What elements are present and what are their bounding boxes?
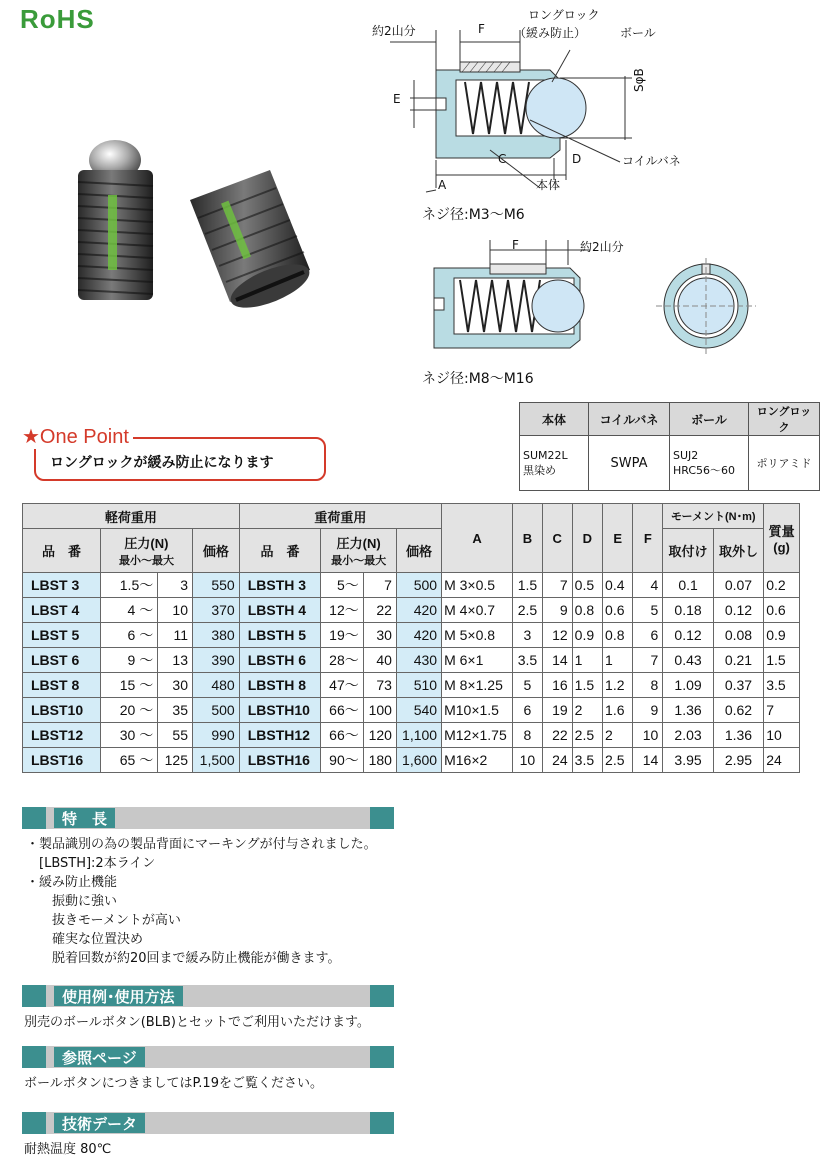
table-cell: 2.95: [713, 748, 763, 773]
header-mass: [764, 504, 800, 573]
label-body: 本体: [536, 178, 561, 192]
mat-header-body: 本体: [520, 403, 589, 436]
table-cell: 12～: [321, 598, 363, 623]
table-cell: 1.36: [663, 698, 713, 723]
table-cell: 11: [158, 623, 193, 648]
table-cell: 1.5: [572, 673, 602, 698]
table-cell: 0.5: [572, 573, 602, 598]
table-cell: 6: [633, 623, 663, 648]
mat-ball: SUJ2 HRC56～60: [670, 436, 749, 491]
table-cell: 14: [542, 648, 572, 673]
table-cell: 370: [193, 598, 240, 623]
table-cell: 430: [396, 648, 441, 673]
table-cell: 0.2: [764, 573, 800, 598]
table-cell: LBSTH 6: [239, 648, 321, 673]
table-cell: 3.5: [572, 748, 602, 773]
mat-header-coil: コイルバネ: [589, 403, 670, 436]
dim-d: D: [572, 152, 582, 166]
table-cell: 0.4: [603, 573, 633, 598]
spec-rows: [23, 573, 800, 773]
table-cell: LBSTH 5: [239, 623, 321, 648]
table-cell: LBSTH 8: [239, 673, 321, 698]
table-cell: M12×1.75: [442, 723, 513, 748]
table-cell: 2: [603, 723, 633, 748]
table-cell: 1.2: [603, 673, 633, 698]
table-cell: 0.62: [713, 698, 763, 723]
mat-header-longlock: ロングロック: [749, 403, 820, 436]
table-cell: LBST12: [23, 723, 101, 748]
pressure-sub-light: 最小～最大: [118, 555, 174, 567]
table-cell: LBSTH 3: [239, 573, 321, 598]
table-cell: M16×2: [442, 748, 513, 773]
table-cell: 22: [363, 598, 396, 623]
spec-table: [22, 503, 800, 773]
table-cell: 500: [193, 698, 240, 723]
pressure-label-light: 圧力(N): [124, 536, 169, 551]
table-cell: 5: [633, 598, 663, 623]
ball-plunger-with-ball: [78, 140, 153, 300]
table-cell: 0.1: [663, 573, 713, 598]
table-cell: 10: [158, 598, 193, 623]
table-cell: LBSTH16: [239, 748, 321, 773]
tech-text: 耐熱温度 80℃: [24, 1142, 112, 1157]
dim-f-bottom: F: [512, 238, 519, 252]
table-cell: 390: [193, 648, 240, 673]
table-row: [23, 748, 800, 773]
table-cell: 1.36: [713, 723, 763, 748]
table-cell: 5: [513, 673, 543, 698]
table-row: [23, 648, 800, 673]
table-cell: 3.95: [663, 748, 713, 773]
one-point-text: ロングロックが緩み防止になります: [50, 455, 274, 471]
section-tech-data: [22, 1112, 394, 1134]
table-cell: M 5×0.8: [442, 623, 513, 648]
table-cell: LBST 4: [23, 598, 101, 623]
table-cell: M 8×1.25: [442, 673, 513, 698]
table-row: [23, 573, 800, 598]
table-row: [23, 698, 800, 723]
table-cell: 1: [572, 648, 602, 673]
table-cell: 2.5: [603, 748, 633, 773]
table-cell: 47～: [321, 673, 363, 698]
table-cell: 73: [363, 673, 396, 698]
header-pressure-heavy: [321, 529, 397, 573]
dim-a: A: [438, 178, 447, 192]
table-cell: 7: [764, 698, 800, 723]
table-cell: LBST10: [23, 698, 101, 723]
header-part-light: 品 番: [23, 529, 101, 573]
table-cell: LBST 8: [23, 673, 101, 698]
feature-line: 確実な位置決め: [26, 932, 144, 947]
table-cell: 0.9: [572, 623, 602, 648]
table-cell: 0.6: [603, 598, 633, 623]
label-longlock: ロングロック: [528, 8, 600, 22]
thread-range-m3-m6: ネジ径:M3～M6: [422, 207, 525, 223]
table-cell: 9: [633, 698, 663, 723]
table-cell: 35: [158, 698, 193, 723]
one-point-title: ★One Point: [22, 424, 133, 449]
dim-approx-2-threads: 約2山分: [372, 24, 416, 38]
dim-e: E: [393, 92, 401, 106]
header-f: F: [633, 504, 663, 573]
section-usage: [22, 985, 394, 1007]
dim-approx-2-threads-bottom: 約2山分: [580, 240, 624, 254]
table-cell: 0.43: [663, 648, 713, 673]
table-cell: 380: [193, 623, 240, 648]
table-cell: LBST 5: [23, 623, 101, 648]
rohs-logo: RoHS: [20, 4, 95, 34]
table-cell: 1: [603, 648, 633, 673]
pressure-label-heavy: 圧力(N): [336, 536, 381, 551]
reference-title: 参照ページ: [54, 1047, 145, 1067]
usage-title: 使用例･使用方法: [54, 986, 183, 1006]
table-cell: 24: [764, 748, 800, 773]
table-cell: 1.09: [663, 673, 713, 698]
table-cell: 3.5: [513, 648, 543, 673]
table-cell: 0.21: [713, 648, 763, 673]
end-view-circle: [656, 258, 756, 354]
mat-body: SUM22L 黒染め: [520, 436, 589, 491]
table-cell: 0.9: [764, 623, 800, 648]
table-cell: 16: [542, 673, 572, 698]
label-ball: ボール: [620, 26, 656, 40]
table-cell: 40: [363, 648, 396, 673]
section-reference: [22, 1046, 394, 1068]
mat-coil: SWPA: [589, 436, 670, 491]
table-cell: 510: [396, 673, 441, 698]
table-cell: 19～: [321, 623, 363, 648]
table-cell: LBST 3: [23, 573, 101, 598]
dim-f: F: [478, 22, 485, 36]
table-cell: 8: [513, 723, 543, 748]
table-cell: 3.5: [764, 673, 800, 698]
table-cell: 12: [542, 623, 572, 648]
table-cell: 19: [542, 698, 572, 723]
header-light-load: 軽荷重用: [23, 504, 240, 529]
feature-line: [LBSTH]:2本ライン: [26, 856, 156, 871]
table-cell: 7: [542, 573, 572, 598]
dim-sphi-b: SφB: [632, 68, 646, 92]
table-cell: 180: [363, 748, 396, 773]
mass-unit: (g): [773, 540, 790, 555]
table-cell: 2.5: [572, 723, 602, 748]
table-cell: 1,500: [193, 748, 240, 773]
feature-line: ・緩み防止機能: [26, 875, 118, 890]
table-cell: 13: [158, 648, 193, 673]
table-cell: LBSTH 4: [239, 598, 321, 623]
header-moment: モーメント(N･m): [663, 504, 764, 529]
table-cell: 10: [513, 748, 543, 773]
dim-c: C: [498, 152, 507, 166]
table-cell: 10: [633, 723, 663, 748]
usage-text: 別売のボールボタン(BLB)とセットでご利用いただけます。: [24, 1015, 370, 1030]
table-cell: 420: [396, 623, 441, 648]
table-cell: 4: [633, 573, 663, 598]
table-cell: 65 ～: [100, 748, 157, 773]
table-cell: 20 ～: [100, 698, 157, 723]
table-row: [23, 623, 800, 648]
table-cell: LBSTH12: [239, 723, 321, 748]
table-cell: 6 ～: [100, 623, 157, 648]
table-cell: 125: [158, 748, 193, 773]
table-cell: 14: [633, 748, 663, 773]
table-cell: 9: [542, 598, 572, 623]
feature-line: 振動に強い: [26, 894, 118, 909]
table-cell: 0.12: [663, 623, 713, 648]
thread-range-m8-m16: ネジ径:M8～M16: [422, 371, 534, 387]
table-cell: 15 ～: [100, 673, 157, 698]
header-part-heavy: 品 番: [239, 529, 321, 573]
table-cell: M 4×0.7: [442, 598, 513, 623]
materials-table: [519, 402, 820, 491]
header-heavy-load: 重荷重用: [239, 504, 441, 529]
product-photo: [60, 130, 320, 310]
table-cell: 4 ～: [100, 598, 157, 623]
table-cell: 7: [363, 573, 396, 598]
table-cell: 1,600: [396, 748, 441, 773]
table-cell: 30: [363, 623, 396, 648]
table-cell: 24: [542, 748, 572, 773]
table-cell: 10: [764, 723, 800, 748]
mat-longlock: ポリアミド: [749, 436, 820, 491]
table-cell: 2: [572, 698, 602, 723]
table-cell: 66～: [321, 698, 363, 723]
table-cell: 0.18: [663, 598, 713, 623]
header-price-light: 価格: [193, 529, 240, 573]
features-title: 特 長: [54, 808, 115, 828]
feature-line: 脱着回数が約20回まで緩み防止機能が働きます。: [26, 951, 341, 966]
label-coil-spring: コイルバネ: [622, 154, 681, 168]
table-cell: 550: [193, 573, 240, 598]
table-cell: LBST16: [23, 748, 101, 773]
table-cell: LBST 6: [23, 648, 101, 673]
table-cell: 7: [633, 648, 663, 673]
table-cell: 100: [363, 698, 396, 723]
table-cell: 1.6: [603, 698, 633, 723]
table-cell: 3: [158, 573, 193, 598]
table-cell: 500: [396, 573, 441, 598]
table-cell: 30 ～: [100, 723, 157, 748]
table-cell: 0.6: [764, 598, 800, 623]
feature-line: ・製品識別の為の製品背面にマーキングが付与されました。: [26, 837, 377, 852]
table-cell: 0.8: [603, 623, 633, 648]
table-cell: 8: [633, 673, 663, 698]
table-cell: 0.12: [713, 598, 763, 623]
table-cell: LBSTH10: [239, 698, 321, 723]
table-cell: 2.5: [513, 598, 543, 623]
table-cell: 1.5: [764, 648, 800, 673]
label-longlock-sub: （緩み防止）: [514, 26, 587, 40]
ball-plunger-slotted-end: [190, 170, 315, 310]
table-cell: 540: [396, 698, 441, 723]
header-remove: 取外し: [713, 529, 763, 573]
table-cell: 0.07: [713, 573, 763, 598]
feature-line: 抜きモーメントが高い: [26, 913, 181, 928]
table-cell: 120: [363, 723, 396, 748]
table-cell: 28～: [321, 648, 363, 673]
table-cell: 30: [158, 673, 193, 698]
cross-section-m8-m16: [420, 240, 770, 360]
pressure-sub-heavy: 最小～最大: [331, 555, 387, 567]
table-cell: 0.37: [713, 673, 763, 698]
header-d: D: [572, 504, 602, 573]
table-cell: 990: [193, 723, 240, 748]
table-cell: 1.5: [513, 573, 543, 598]
table-cell: 9 ～: [100, 648, 157, 673]
table-row: [23, 723, 800, 748]
table-cell: 420: [396, 598, 441, 623]
table-cell: 1,100: [396, 723, 441, 748]
table-row: [23, 673, 800, 698]
table-cell: 55: [158, 723, 193, 748]
features-list: [26, 835, 377, 968]
table-row: [23, 598, 800, 623]
table-cell: 0.8: [572, 598, 602, 623]
tech-title: 技術データ: [54, 1113, 145, 1133]
table-cell: 3: [513, 623, 543, 648]
header-price-heavy: 価格: [396, 529, 441, 573]
reference-text: ボールボタンにつきましてはP.19をご覧ください。: [24, 1076, 323, 1091]
header-a: A: [442, 504, 513, 573]
table-cell: 90～: [321, 748, 363, 773]
table-cell: 0.08: [713, 623, 763, 648]
header-e: E: [603, 504, 633, 573]
header-pressure-light: [100, 529, 192, 573]
table-cell: 22: [542, 723, 572, 748]
mat-header-ball: ボール: [670, 403, 749, 436]
table-cell: 480: [193, 673, 240, 698]
header-install: 取付け: [663, 529, 713, 573]
table-cell: M10×1.5: [442, 698, 513, 723]
table-cell: M 6×1: [442, 648, 513, 673]
table-cell: 5～: [321, 573, 363, 598]
mass-label: 質量: [768, 524, 795, 539]
table-cell: 1.5～: [100, 573, 157, 598]
table-cell: 2.03: [663, 723, 713, 748]
table-cell: 6: [513, 698, 543, 723]
table-cell: 66～: [321, 723, 363, 748]
section-features: [22, 807, 394, 829]
header-b: B: [513, 504, 543, 573]
header-c: C: [542, 504, 572, 573]
table-cell: M 3×0.5: [442, 573, 513, 598]
